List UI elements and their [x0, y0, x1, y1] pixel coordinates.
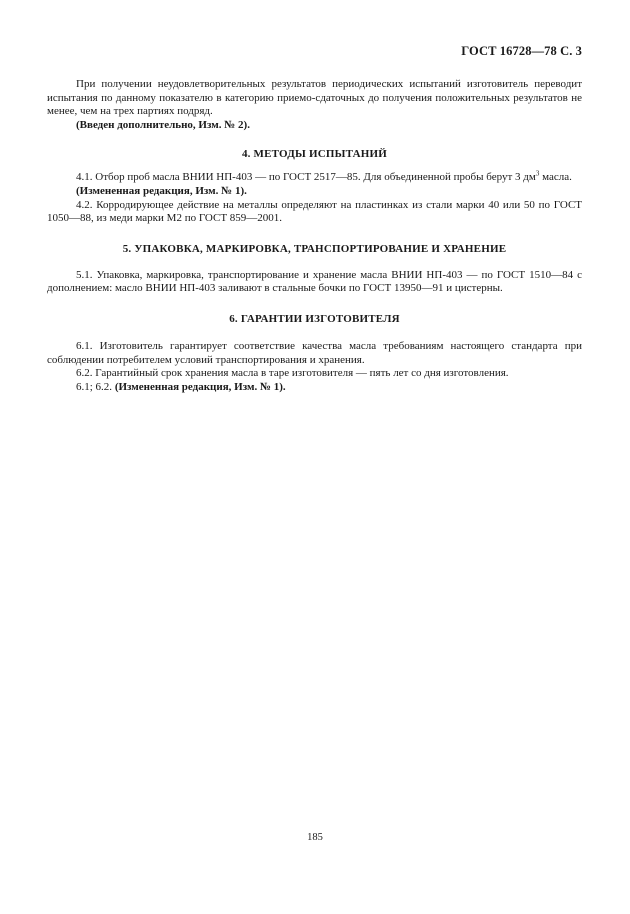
clause-6-2: 6.2. Гарантийный срок хранения масла в таре изготовителя — пять лет со дня изготовления.	[76, 367, 509, 380]
clause-4-1-amendment-note: (Измененная редакция, Изм. № 1).	[76, 184, 247, 197]
clause-6-amendment	[47, 381, 582, 395]
clause-4-1-tail: масла.	[539, 171, 572, 184]
clause-4-1	[47, 171, 582, 185]
clause-6-amendment-prefix: 6.1; 6.2.	[76, 380, 115, 393]
section-5-title: 5. УПАКОВКА, МАРКИРОВКА, ТРАНСПОРТИРОВАНИЕ И ХРАНЕНИЕ	[122, 242, 507, 255]
document-body	[47, 78, 582, 394]
clause-4-1-text: 4.1. Отбор проб масла ВНИИ НП-403 — по ГОСТ 2517—85. Для объединенной пробы берут 3 дм	[76, 171, 536, 184]
intro-paragraph: При получении неудовлетворительных результатов периодических испытаний изготовитель переводит испытания по данному показателю в категорию приемо-сдаточных до получения положительных результатов не менее, чем на трех партиях подряд.	[47, 78, 582, 118]
page-header: ГОСТ 16728—78 С. 3	[461, 44, 582, 58]
clause-5-1: 5.1. Упаковка, маркировка, транспортирование и хранение масла ВНИИ НП-403 — по ГОСТ 1510—84 с дополнением: масло ВНИИ НП-403 заливают в стальные бочки по ГОСТ 13950—91 и цистерны.	[47, 268, 582, 295]
section-6-title: 6. ГАРАНТИИ ИЗГОТОВИТЕЛЯ	[229, 312, 400, 325]
section-4-title: 4. МЕТОДЫ ИСПЫТАНИЙ	[241, 148, 388, 161]
clause-6-amendment-note: (Измененная редакция, Изм. № 1).	[114, 380, 286, 393]
clause-6-1: 6.1. Изготовитель гарантирует соответствие качества масла требованиям настоящего стандарта при соблюдении потребителем условий транспортирования и хранения.	[47, 339, 582, 366]
clause-4-2: 4.2. Корродирующее действие на металлы определяют на пластинках из стали марки 40 или 50 по ГОСТ 1050—88, из меди марки М2 по ГОСТ 859—2001.	[47, 198, 582, 225]
page-number: 185	[307, 832, 323, 843]
intro-amendment-note: (Введен дополнительно, Изм. № 2).	[76, 118, 250, 131]
clause-4-1-superscript: 3	[535, 169, 540, 178]
